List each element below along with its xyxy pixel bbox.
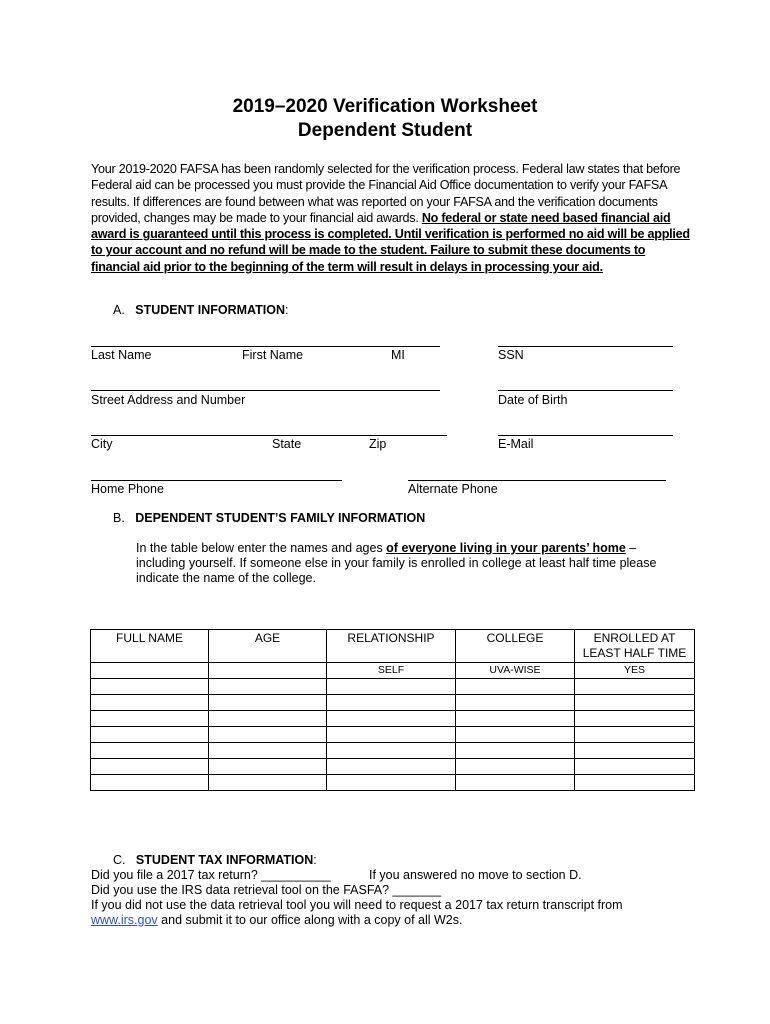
transcript-instructions: If you did not use the data retrieval tool you will need to request a 2017 tax return transcript from xyxy=(91,898,623,912)
table-cell[interactable] xyxy=(91,679,209,695)
table-cell[interactable] xyxy=(209,695,327,711)
table-cell[interactable] xyxy=(327,695,456,711)
table-row xyxy=(91,743,695,759)
page-subtitle: Dependent Student xyxy=(297,120,473,141)
table-cell[interactable] xyxy=(575,711,695,727)
table-cell[interactable] xyxy=(91,775,209,791)
section-b-instructions xyxy=(136,541,671,586)
alt-phone-label: Alternate Phone xyxy=(408,482,498,496)
table-cell[interactable]: SELF xyxy=(327,663,456,679)
table-cell[interactable] xyxy=(456,695,575,711)
table-cell[interactable] xyxy=(327,711,456,727)
table-cell[interactable] xyxy=(209,663,327,679)
section-c-heading xyxy=(113,853,317,868)
table-cell[interactable] xyxy=(575,695,695,711)
table-cell[interactable] xyxy=(91,711,209,727)
name-field-line[interactable] xyxy=(91,346,440,347)
section-b-heading xyxy=(113,511,425,526)
col-header-relationship: RELATIONSHIP xyxy=(327,630,456,663)
ssn-field-line[interactable] xyxy=(498,346,673,347)
table-cell[interactable] xyxy=(91,663,209,679)
intro-text: Your 2019-2020 FAFSA has been randomly selected for the verification process. Federal law states that before Federal aid can be processed you must provide the Financial Aid Office documentation to verify your FAFSA results. If differences are found between what was reported on your FAFSA and the verification documents provided, changes may be made to your financial aid awards. xyxy=(91,162,681,225)
street-field-line[interactable] xyxy=(91,390,440,391)
table-cell[interactable] xyxy=(456,759,575,775)
table-cell[interactable] xyxy=(575,679,695,695)
transcript-instructions-tail: and submit it to our office along with a copy of all W2s. xyxy=(157,913,463,927)
table-row xyxy=(91,711,695,727)
table-cell[interactable] xyxy=(456,727,575,743)
table-cell[interactable]: YES xyxy=(575,663,695,679)
table-row xyxy=(91,775,695,791)
mi-label: MI xyxy=(391,348,405,362)
intro-emphasis: No federal or state need based financial aid award is guaranteed until this process is completed. Until verification is performed no aid will be applied to your account and no refund will be made to the student. Failure to submit these documents to financial aid prior to the beginning of the term will result in delays in processing your aid. xyxy=(91,210,690,274)
zip-label: Zip xyxy=(369,437,387,451)
table-cell[interactable] xyxy=(327,759,456,775)
table-cell[interactable] xyxy=(209,775,327,791)
section-b-title: DEPENDENT STUDENT’S FAMILY INFORMATION xyxy=(135,511,426,525)
family-table-header-row xyxy=(91,630,695,663)
table-row xyxy=(91,727,695,743)
tax-return-question: Did you file a 2017 tax return? __________ xyxy=(91,868,331,882)
section-a-title: STUDENT INFORMATION xyxy=(135,303,285,317)
table-row xyxy=(91,695,695,711)
table-cell[interactable] xyxy=(209,727,327,743)
instructions-text-continued: – including yourself. If someone else in your family is enrolled in college at least half time please indicate the name of the college. xyxy=(136,541,657,585)
col-header-college: COLLEGE xyxy=(456,630,575,663)
section-a-colon: : xyxy=(285,303,289,317)
col-header-enrolled: ENROLLED AT LEAST HALF TIME xyxy=(575,630,695,663)
table-cell[interactable] xyxy=(327,743,456,759)
alt-phone-field-line[interactable] xyxy=(408,480,666,481)
table-cell[interactable] xyxy=(209,743,327,759)
table-cell[interactable] xyxy=(91,695,209,711)
table-cell[interactable] xyxy=(456,679,575,695)
table-cell[interactable] xyxy=(209,679,327,695)
section-c-title: STUDENT TAX INFORMATION xyxy=(135,853,314,867)
instructions-text: In the table below enter the names and ages xyxy=(136,541,387,555)
table-cell[interactable]: UVA-WISE xyxy=(456,663,575,679)
table-row xyxy=(91,679,695,695)
irs-drt-question: Did you use the IRS data retrieval tool on the FASFA? _______ xyxy=(91,883,442,897)
table-cell[interactable] xyxy=(209,711,327,727)
table-cell[interactable] xyxy=(327,775,456,791)
family-table xyxy=(90,629,695,791)
home-phone-label: Home Phone xyxy=(91,482,164,496)
tax-return-note: If you answered no move to section D. xyxy=(369,868,582,882)
section-c-colon: : xyxy=(313,853,317,867)
table-cell[interactable] xyxy=(456,743,575,759)
table-cell[interactable] xyxy=(327,727,456,743)
table-cell[interactable] xyxy=(575,759,695,775)
section-b-letter: B. xyxy=(113,511,125,525)
table-row xyxy=(91,663,695,679)
city-label: City xyxy=(91,437,113,451)
table-cell[interactable] xyxy=(91,743,209,759)
email-label: E-Mail xyxy=(498,437,534,451)
email-field-line[interactable] xyxy=(498,435,673,436)
last-name-label: Last Name xyxy=(91,348,152,362)
col-header-full-name: FULL NAME xyxy=(91,630,209,663)
page-title: 2019–2020 Verification Worksheet xyxy=(232,96,538,117)
table-cell[interactable] xyxy=(327,679,456,695)
table-row xyxy=(91,759,695,775)
section-a-heading xyxy=(113,303,288,318)
instructions-emphasis: of everyone living in your parents’ home xyxy=(386,541,626,555)
transcript-instructions-continued xyxy=(91,913,462,928)
table-cell[interactable] xyxy=(209,759,327,775)
dob-field-line[interactable] xyxy=(498,390,673,391)
irs-gov-link[interactable]: www.irs.gov xyxy=(91,913,158,927)
section-c-letter: C. xyxy=(113,853,126,867)
table-cell[interactable] xyxy=(575,743,695,759)
city-field-line[interactable] xyxy=(91,435,447,436)
home-phone-field-line[interactable] xyxy=(91,480,342,481)
section-a-letter: A. xyxy=(113,303,125,317)
table-cell[interactable] xyxy=(575,775,695,791)
first-name-label: First Name xyxy=(242,348,304,362)
table-cell[interactable] xyxy=(91,759,209,775)
state-label: State xyxy=(272,437,302,451)
table-cell[interactable] xyxy=(456,775,575,791)
intro-paragraph xyxy=(91,161,691,275)
table-cell[interactable] xyxy=(91,727,209,743)
table-cell[interactable] xyxy=(575,727,695,743)
table-cell[interactable] xyxy=(456,711,575,727)
ssn-label: SSN xyxy=(498,348,524,362)
col-header-age: AGE xyxy=(209,630,327,663)
street-label: Street Address and Number xyxy=(91,393,246,407)
dob-label: Date of Birth xyxy=(498,393,568,407)
